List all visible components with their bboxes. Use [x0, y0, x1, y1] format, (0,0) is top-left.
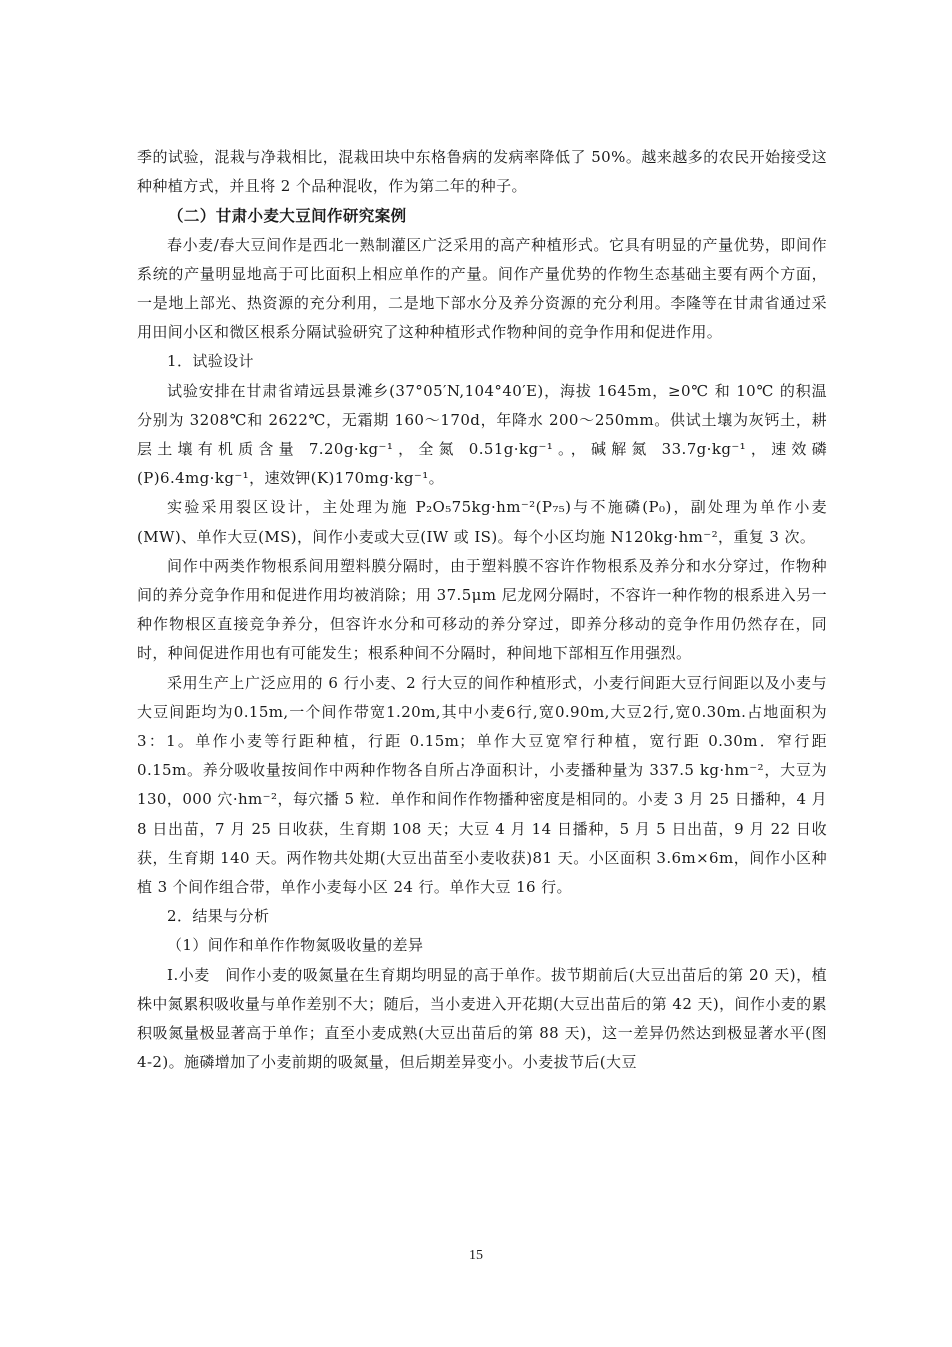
paragraph-intro: 春小麦/春大豆间作是西北一熟制灌区广泛采用的高产种植形式。它具有明显的产量优势，即间作系统的产量明显地高于可比面积上相应单作的产量。间作产量优势的作物生态基础主要有两个方面，一是地上部光、热资源的充分利用，二是地下部水分及养分资源的充分利用。李隆等在甘肃省通过采用田间小区和微区根系分隔试验研究了这种种植形式作物种间的竞争作用和促进作用。 [137, 235, 827, 342]
heading-results: 2．结果与分析 [167, 907, 270, 926]
paragraph-planting: 采用生产上广泛应用的 6 行小麦、2 行大豆的间作种植形式，小麦行间距大豆行间距以及小麦与大豆间距均为0.15m,一个间作带宽1.20m,其中小麦6行,宽0.90m,大豆2行,宽0.30m.占地面积为 3：1。单作小麦等行距种植，行距 0.15m；单作大豆宽窄行种植，宽行距 0.30m．窄行距 0.15m。养分吸收量按间作中两种作物各自所占净面积计，小麦播种量为 337.5 kg·hm⁻²，大豆为 130，000 穴·hm⁻²，每穴播 5 粒．单作和间作作物播种密度是相同的。小麦 3 月 25 日播种，4 月 8 日出苗，7 月 25 日收获，生育期 108 天；大豆 4 月 14 日播种，5 月 5 日出苗，9 月 22 日收获，生育期 140 天。两作物共处期(大豆出苗至小麦收获)81 天。小区面积 3.6m×6m，间作小区种植 3 个间作组合带，单作小麦每小区 24 行。单作大豆 16 行。 [137, 673, 827, 897]
heading-experiment-design: 1．试验设计 [167, 352, 254, 371]
paragraph-site: 试验安排在甘肃省靖远县景滩乡(37°05′N,104°40′E)，海拔 1645m，≥0℃ 和 10℃ 的积温分别为 3208℃和 2622℃，无霜期 160～170d，年降水 200～250mm。供试土壤为灰钙土，耕层土壤有机质含量 7.20g·kg⁻¹，全氮 0.51g·kg⁻¹。，碱解氮 33.7g·kg⁻¹，速效磷(P)6.4mg·kg⁻¹，速效钾(K)170mg·kg⁻¹。 [137, 381, 827, 488]
page-number: 15 [469, 1248, 483, 1263]
heading-nitrogen-uptake: （1）间作和单作作物氮吸收量的差异 [167, 936, 424, 955]
paragraph-wheat: Ⅰ.小麦 间作小麦的吸氮量在生育期均明显的高于单作。拔节期前后(大豆出苗后的第 20 天)，植株中氮累积吸收量与单作差别不大；随后，当小麦进入开花期(大豆出苗后的第 42 天)，间作小麦的累积吸氮量极显著高于单作；直至小麦成熟(大豆出苗后的第 88 天)，这一差异仍然达到极显著水平(图 4-2)。施磷增加了小麦前期的吸氮量，但后期差异变小。小麦拔节后(大豆 [137, 965, 827, 1072]
section-subheading: （二）甘肃小麦大豆间作研究案例 [168, 206, 407, 226]
paragraph-1: 季的试验，混栽与净栽相比，混栽田块中东格鲁病的发病率降低了 50%。越来越多的农民开始接受这种种植方式，并且将 2 个品种混收，作为第二年的种子。 [137, 148, 827, 196]
paragraph-root-separation: 间作中两类作物根系间用塑料膜分隔时，由于塑料膜不容许作物根系及养分和水分穿过，作物种间的养分竞争作用和促进作用均被消除；用 37.5μm 尼龙网分隔时，不容许一种作物的根系进入另一种作物根区直接竞争养分，但容许水分和可移动的养分穿过，即养分移动的竞争作用仍然存在，同时，种间促进作用也有可能发生；根系种间不分隔时，种间地下部相互作用强烈。 [137, 556, 827, 663]
paragraph-design: 实验采用裂区设计，主处理为施 P₂O₅75kg·hm⁻²(P₇₅)与不施磷(P₀)，副处理为单作小麦(MW)、单作大豆(MS)，间作小麦或大豆(IW 或 IS)。每个小区均施 N120kg·hm⁻²，重复 3 次。 [137, 498, 827, 546]
body-text [137, 143, 827, 1078]
